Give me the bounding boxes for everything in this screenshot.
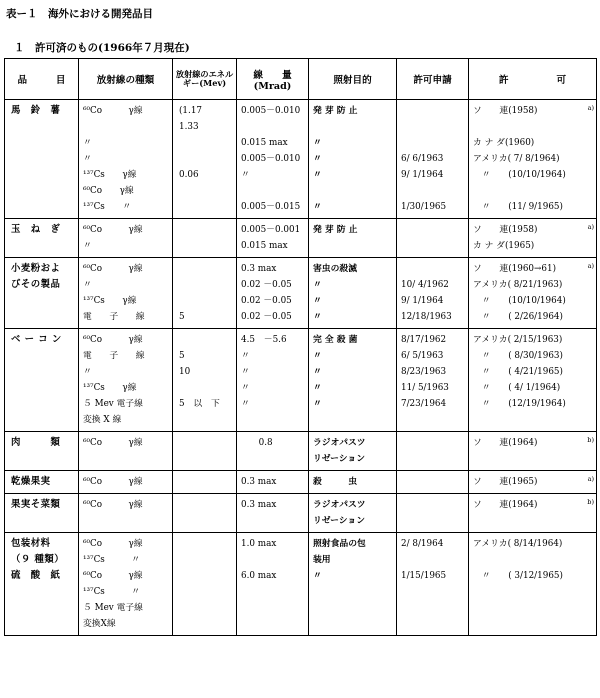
cell-item: [5, 494, 79, 533]
dose-line: 〃: [241, 351, 250, 361]
date-line: 6/ 6/1963: [401, 154, 444, 164]
energy-line: 10: [179, 367, 191, 377]
dose-line: [237, 552, 308, 568]
date-line: [397, 119, 468, 135]
date-line: [397, 497, 468, 513]
cell-source: [79, 471, 173, 494]
cell-item: [5, 329, 79, 432]
source-line: ⁶⁰Co γ線: [83, 571, 143, 581]
purpose-line: 照射食品の包: [313, 539, 366, 549]
country-line: アメリカ( 2/15/1963): [473, 335, 563, 345]
energy-line: (1.17: [179, 106, 203, 116]
energy-line: [173, 151, 236, 167]
cell-source: [79, 258, 173, 329]
date-line: [397, 600, 468, 616]
table-body: [5, 100, 597, 636]
source-line: ⁶⁰Co γ線: [83, 225, 143, 235]
dose-line: 0.015 max: [241, 241, 288, 251]
energy-line: [173, 380, 236, 396]
energy-line: [173, 568, 236, 584]
energy-line: [173, 552, 236, 568]
purpose-line: ラジオパスツ: [313, 438, 366, 448]
source-line: 〃: [83, 367, 92, 377]
cell-item: [5, 533, 79, 636]
cell-country: [469, 432, 597, 471]
source-line: 変換X線: [83, 619, 116, 629]
country-line: [469, 513, 596, 529]
cell-date: [397, 329, 469, 432]
energy-line: 0.06: [179, 170, 199, 180]
cell-country: [469, 258, 597, 329]
energy-line: [173, 616, 236, 632]
cell-date: [397, 219, 469, 258]
cell-purpose: [309, 533, 397, 636]
purpose-line: 殺 虫: [313, 477, 357, 487]
purpose-line: ラジオパスツ: [313, 500, 366, 510]
source-line: 変換 X 線: [83, 415, 122, 425]
purpose-line: 装用: [313, 555, 331, 565]
date-line: [397, 412, 468, 428]
purpose-line: [309, 600, 396, 616]
energy-line: [173, 222, 236, 238]
table-row: [5, 258, 597, 329]
cell-date: [397, 432, 469, 471]
country-line: ソ 連(1964): [473, 438, 538, 448]
item-line: [5, 616, 78, 632]
energy-line: [173, 513, 236, 529]
energy-line: [173, 536, 236, 552]
cell-dose: [237, 494, 309, 533]
date-line: 12/18/1963: [401, 312, 452, 322]
table-row: [5, 329, 597, 432]
cell-dose: [237, 219, 309, 258]
item-line: [5, 584, 78, 600]
date-line: [397, 451, 468, 467]
cell-purpose: [309, 219, 397, 258]
item-line: （９ 種類）: [11, 554, 65, 565]
cell-energy: [173, 219, 237, 258]
purpose-line: 〃: [313, 280, 322, 290]
source-line: ⁶⁰Co γ線: [83, 438, 143, 448]
dose-line: 0.005－0.015: [241, 202, 301, 212]
footnote-mark: b): [587, 436, 594, 444]
date-line: [397, 552, 468, 568]
footnote-mark: a): [587, 223, 594, 231]
energy-line: 5: [179, 351, 185, 361]
dose-line: 〃: [241, 383, 250, 393]
dose-line: [237, 183, 308, 199]
cell-source: [79, 100, 173, 219]
country-line: [469, 584, 596, 600]
purpose-line: 完 全 殺 菌: [313, 335, 358, 345]
cell-country: [469, 494, 597, 533]
energy-line: [173, 332, 236, 348]
dose-line: 0.02 －0.05: [241, 296, 292, 306]
date-line: 8/23/1963: [401, 367, 447, 377]
country-line: [469, 451, 596, 467]
source-line: ⁶⁰Co γ線: [83, 106, 143, 116]
purpose-line: 発 芽 防 止: [313, 225, 358, 235]
cell-energy: [173, 494, 237, 533]
item-line: びその製品: [11, 279, 61, 290]
table-row: [5, 494, 597, 533]
purpose-line: 害虫の殺滅: [313, 264, 357, 274]
dose-line: 0.005－0.001: [241, 225, 301, 235]
cell-energy: [173, 471, 237, 494]
header-dose: 線 量(Mrad): [237, 59, 309, 100]
cell-purpose: [309, 100, 397, 219]
energy-line: [173, 600, 236, 616]
dose-line: 〃: [241, 399, 250, 409]
cell-date: [397, 471, 469, 494]
purpose-line: 〃: [313, 399, 322, 409]
item-line: 果実そ菜類: [11, 499, 61, 510]
dose-line: 0.02 －0.05: [241, 280, 292, 290]
cell-purpose: [309, 432, 397, 471]
country-line: [469, 552, 596, 568]
purpose-line: 〃: [313, 367, 322, 377]
purpose-line: リゼーション: [313, 516, 365, 526]
date-line: [397, 261, 468, 277]
energy-line: [173, 261, 236, 277]
item-line: 包装材料: [11, 538, 51, 549]
source-line: ⁶⁰Co γ線: [83, 500, 143, 510]
footnote-mark: a): [587, 475, 594, 483]
purpose-line: 〃: [313, 571, 322, 581]
country-line: 〃 (10/10/1964): [473, 170, 566, 180]
energy-line: [173, 584, 236, 600]
header-country: 許 可: [469, 59, 597, 100]
purpose-line: 〃: [313, 296, 322, 306]
header-date: 許可申請: [397, 59, 469, 100]
footnote-mark: a): [587, 104, 594, 112]
cell-source: [79, 432, 173, 471]
dose-line: 6.0 max: [241, 571, 277, 581]
cell-energy: [173, 258, 237, 329]
dose-line: 0.005－0.010: [241, 106, 301, 116]
date-line: [397, 474, 468, 490]
country-line: [469, 119, 596, 135]
dose-line: 0.3 max: [241, 500, 277, 510]
date-line: [397, 222, 468, 238]
cell-item: [5, 219, 79, 258]
date-line: [397, 584, 468, 600]
footnote-mark: b): [587, 498, 594, 506]
source-line: ¹³⁷Cs γ線: [83, 296, 137, 306]
source-line: ５ Mev 電子線: [83, 603, 143, 613]
dose-line: 0.3 max: [241, 477, 277, 487]
energy-line: [173, 293, 236, 309]
source-line: 電 子 線: [83, 351, 145, 361]
country-line: 〃 (11/ 9/1965): [473, 202, 563, 212]
cell-dose: [237, 329, 309, 432]
date-line: [397, 435, 468, 451]
date-line: [397, 103, 468, 119]
table-row: [5, 100, 597, 219]
country-line: [469, 412, 596, 428]
country-line: カ ナ ダ(1965): [473, 241, 535, 251]
energy-line: [173, 199, 236, 215]
cell-source: [79, 219, 173, 258]
purpose-line: [309, 616, 396, 632]
cell-source: [79, 494, 173, 533]
source-line: ⁶⁰Co γ線: [83, 186, 134, 196]
dose-line: 0.3 max: [241, 264, 277, 274]
date-line: 10/ 4/1962: [401, 280, 449, 290]
dose-line: [237, 584, 308, 600]
date-line: 1/15/1965: [401, 571, 447, 581]
energy-line: [173, 412, 236, 428]
source-line: ¹³⁷Cs 〃: [83, 202, 132, 212]
country-line: [469, 616, 596, 632]
development-items-table: [4, 58, 597, 636]
cell-dose: [237, 432, 309, 471]
country-line: ソ 連(1958): [473, 225, 538, 235]
country-line: ソ 連(1965): [473, 477, 538, 487]
purpose-line: [309, 238, 396, 254]
energy-line: 1.33: [179, 122, 199, 132]
dose-line: 〃: [241, 367, 250, 377]
item-line: 小麦粉およ: [11, 263, 61, 274]
dose-line: 0.8: [241, 438, 273, 448]
dose-line: [237, 616, 308, 632]
purpose-line: [309, 412, 396, 428]
cell-country: [469, 219, 597, 258]
date-line: 11/ 5/1963: [401, 383, 449, 393]
purpose-line: [309, 119, 396, 135]
dose-line: 1.0 max: [241, 539, 277, 549]
item-line: 馬 鈴 薯: [11, 105, 61, 116]
energy-line: [173, 238, 236, 254]
item-line: 乾燥果実: [11, 476, 51, 487]
source-line: ¹³⁷Cs 〃: [83, 555, 141, 565]
header-purpose: 照射目的: [309, 59, 397, 100]
date-line: 2/ 8/1964: [401, 539, 444, 549]
source-line: ¹³⁷Cs 〃: [83, 587, 141, 597]
dose-line: 0.02 －0.05: [241, 312, 292, 322]
cell-purpose: [309, 471, 397, 494]
purpose-line: 〃: [313, 383, 322, 393]
dose-line: 0.015 max: [241, 138, 288, 148]
item-line: 肉 類: [11, 437, 61, 448]
date-line: 9/ 1/1964: [401, 170, 444, 180]
date-line: [397, 513, 468, 529]
dose-line: [237, 451, 308, 467]
country-line: 〃 ( 4/ 1/1964): [473, 383, 561, 393]
table-header-row: [5, 59, 597, 100]
energy-line: [173, 474, 236, 490]
energy-line: 5 以 下: [179, 399, 220, 409]
purpose-line: [309, 183, 396, 199]
cell-purpose: [309, 258, 397, 329]
country-line: 〃 (12/19/1964): [473, 399, 566, 409]
date-line: [397, 238, 468, 254]
cell-energy: [173, 329, 237, 432]
dose-line: [237, 119, 308, 135]
date-line: 1/30/1965: [401, 202, 447, 212]
table-row: [5, 533, 597, 636]
country-line: ソ 連(1958): [473, 106, 538, 116]
header-energy: 放射線のエネルギー(Mev): [173, 59, 237, 100]
date-line: 9/ 1/1964: [401, 296, 444, 306]
country-line: アメリカ( 7/ 8/1964): [473, 154, 560, 164]
date-line: [397, 135, 468, 151]
country-line: [469, 600, 596, 616]
cell-purpose: [309, 329, 397, 432]
source-line: 〃: [83, 138, 92, 148]
country-line: アメリカ( 8/21/1963): [473, 280, 563, 290]
cell-date: [397, 258, 469, 329]
cell-item: [5, 100, 79, 219]
country-line: 〃 ( 4/21/1965): [473, 367, 563, 377]
country-line: 〃 ( 3/12/1965): [473, 571, 563, 581]
purpose-line: リゼーション: [313, 454, 365, 464]
country-line: 〃 ( 8/30/1963): [473, 351, 563, 361]
country-line: アメリカ( 8/14/1964): [473, 539, 563, 549]
dose-line: 〃: [241, 170, 250, 180]
date-line: [397, 183, 468, 199]
source-line: ⁶⁰Co γ線: [83, 477, 143, 487]
header-source: 放射線の種類: [79, 59, 173, 100]
energy-line: [173, 135, 236, 151]
cell-country: [469, 329, 597, 432]
cell-item: [5, 258, 79, 329]
source-line: ¹³⁷Cs γ線: [83, 383, 137, 393]
table-row: [5, 471, 597, 494]
country-line: [469, 183, 596, 199]
cell-energy: [173, 533, 237, 636]
date-line: 7/23/1964: [401, 399, 447, 409]
dose-line: [237, 600, 308, 616]
cell-purpose: [309, 494, 397, 533]
dose-line: 4.5 －5.6: [241, 335, 287, 345]
source-line: 〃: [83, 280, 92, 290]
country-line: ソ 連(1964): [473, 500, 538, 510]
item-line: 玉 ね ぎ: [11, 224, 61, 235]
source-line: ⁶⁰Co γ線: [83, 264, 143, 274]
cell-energy: [173, 432, 237, 471]
source-line: ⁶⁰Co γ線: [83, 539, 143, 549]
cell-dose: [237, 471, 309, 494]
cell-country: [469, 533, 597, 636]
cell-country: [469, 471, 597, 494]
date-line: 6/ 5/1963: [401, 351, 444, 361]
purpose-line: 〃: [313, 351, 322, 361]
source-line: [79, 451, 172, 467]
purpose-line: [309, 584, 396, 600]
source-line: ⁶⁰Co γ線: [83, 335, 143, 345]
dose-line: 0.005－0.010: [241, 154, 301, 164]
purpose-line: 〃: [313, 154, 322, 164]
cell-item: [5, 432, 79, 471]
purpose-line: 〃: [313, 138, 322, 148]
cell-dose: [237, 258, 309, 329]
source-line: 〃: [83, 154, 92, 164]
cell-date: [397, 494, 469, 533]
purpose-line: 〃: [313, 202, 322, 212]
country-line: ソ 連(1960→61): [473, 264, 557, 274]
source-line: ¹³⁷Cs γ線: [83, 170, 137, 180]
table-row: [5, 432, 597, 471]
source-line: ５ Mev 電子線: [83, 399, 143, 409]
cell-country: [469, 100, 597, 219]
country-line: 〃 (10/10/1964): [473, 296, 566, 306]
energy-line: [173, 497, 236, 513]
footnote-mark: a): [587, 262, 594, 270]
source-line: 電 子 線: [83, 312, 145, 322]
cell-date: [397, 533, 469, 636]
item-line: [5, 600, 78, 616]
purpose-line: 〃: [313, 170, 322, 180]
date-line: [397, 616, 468, 632]
cell-source: [79, 533, 173, 636]
cell-energy: [173, 100, 237, 219]
source-line: 〃: [83, 241, 92, 251]
purpose-line: 〃: [313, 312, 322, 322]
cell-item: [5, 471, 79, 494]
country-line: 〃 ( 2/26/1964): [473, 312, 563, 322]
cell-dose: [237, 100, 309, 219]
dose-line: [237, 513, 308, 529]
cell-dose: [237, 533, 309, 636]
table-row: [5, 219, 597, 258]
energy-line: 5: [179, 312, 185, 322]
section-subtitle: １ 許可済のもの(1966年７月現在): [14, 42, 190, 54]
energy-line: [173, 435, 236, 451]
dose-line: [237, 412, 308, 428]
header-item: 品 目: [5, 59, 79, 100]
page-title: 表ー１ 海外における開発品目: [6, 8, 153, 20]
cell-date: [397, 100, 469, 219]
source-line: [79, 119, 172, 135]
purpose-line: 発 芽 防 止: [313, 106, 358, 116]
country-line: カ ナ ダ(1960): [473, 138, 535, 148]
energy-line: [173, 183, 236, 199]
energy-line: [173, 451, 236, 467]
cell-source: [79, 329, 173, 432]
energy-line: [173, 277, 236, 293]
source-line: [79, 513, 172, 529]
item-line: ベ ー コ ン: [11, 334, 62, 345]
item-line: 硫 酸 紙: [11, 570, 61, 581]
date-line: 8/17/1962: [401, 335, 447, 345]
